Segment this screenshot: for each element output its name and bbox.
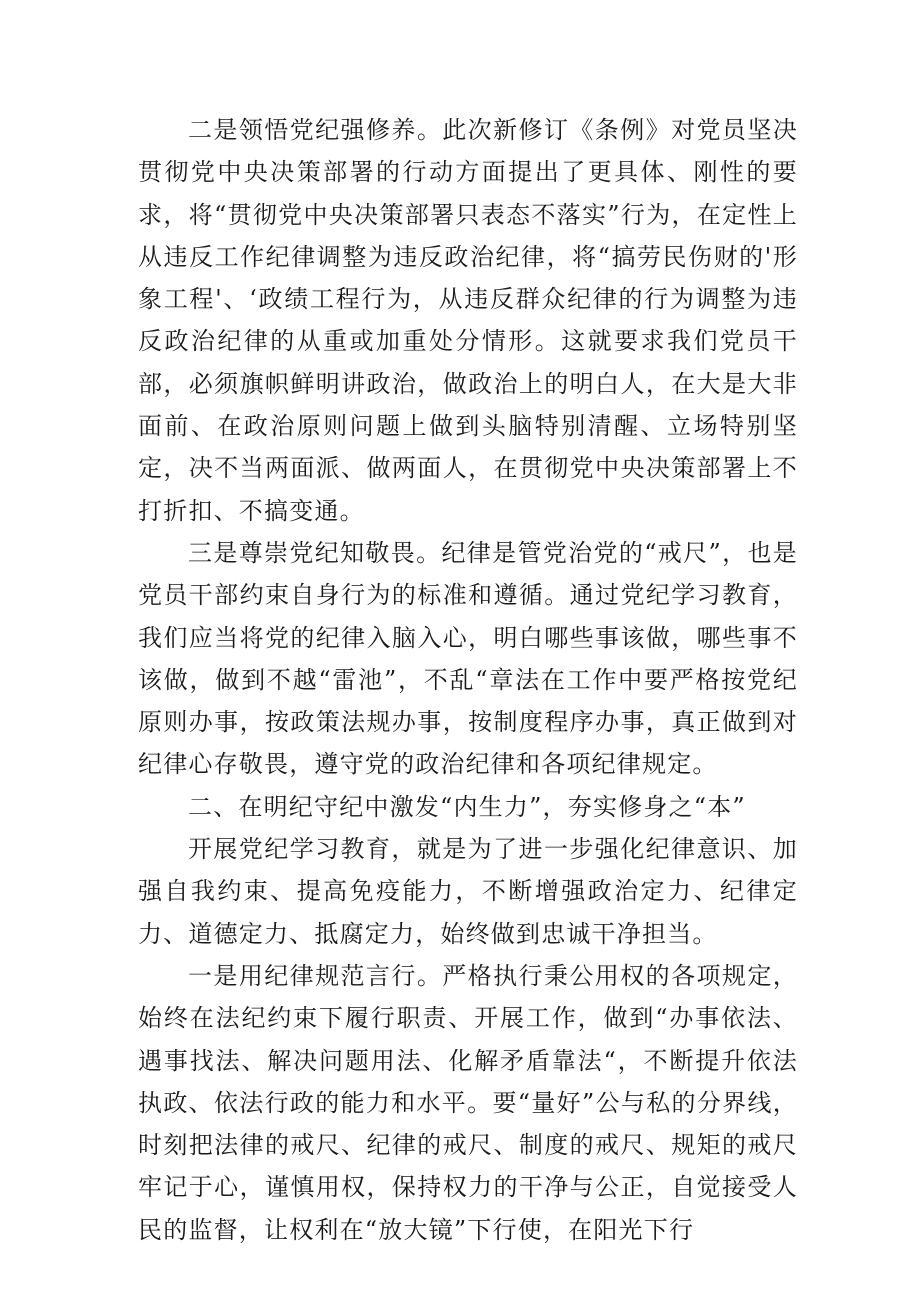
section-heading-two: 二、在明纪守纪中激发“内生力”，夯实修身之“本” (188, 792, 746, 821)
document-body (138, 109, 798, 1251)
paragraph-jilv-guifan: 一是用纪律规范言行。严格执行秉公用权的各项规定，始终在法纪约束下履行职责、开展工作，做到“办事依法、遇事找法、解决问题用法、化解矛盾靠法“，不断提升依法执政、依法行政的能力和水平。要“量好”公与私的分界线，时刻把法律的戒尺、纪律的戒尺、制度的戒尺、规矩的戒尺牢记于心，谨慎用权，保持权力的干净与公正，自觉接受人民的监督，让权利在“放大镜”下行使，在阳光下行 (138, 961, 798, 1244)
paragraph-zunchong-dangji: 三是尊崇党纪知敬畏。纪律是管党治党的“戒尺”，也是党员干部约束自身行为的标准和遵循。通过党纪学习教育，我们应当将党的纪律入脑入心，明白哪些事该做，哪些事不该做，做到不越“雷池”，不乱“章法在工作中要严格按党纪原则办事，按政策法规办事，按制度程序办事，真正做到对纪律心存敬畏，遵守党的政治纪律和各项纪律规定。 (138, 538, 798, 779)
paragraph-lingwu-dangji: 二是领悟党纪强修养。此次新修订《条例》对党员坚决贯彻党中央决策部署的行动方面提出了更具体、刚性的要求，将“贯彻党中央决策部署只表态不落实”行为，在定性上从违反工作纪律调整为违反政治纪律，将“搞劳民伤财的'形象工程'、‘政绩工程行为，从违反群众纪律的行为调整为违反政治纪律的从重或加重处分情形。这就要求我们党员干部，必须旗帜鲜明讲政治，做政治上的明白人，在大是大非面前、在政治原则问题上做到头脑特别清醒、立场特别坚定，决不当两面派、做两面人，在贯彻党中央决策部署上不打折扣、不搞变通。 (138, 116, 798, 525)
paragraph-dangji-xuexi: 开展党纪学习教育，就是为了进一步强化纪律意识、加强自我约束、提高免疫能力，不断增强政治定力、纪律定力、道德定力、抵腐定力，始终做到忠诚干净担当。 (138, 835, 798, 948)
